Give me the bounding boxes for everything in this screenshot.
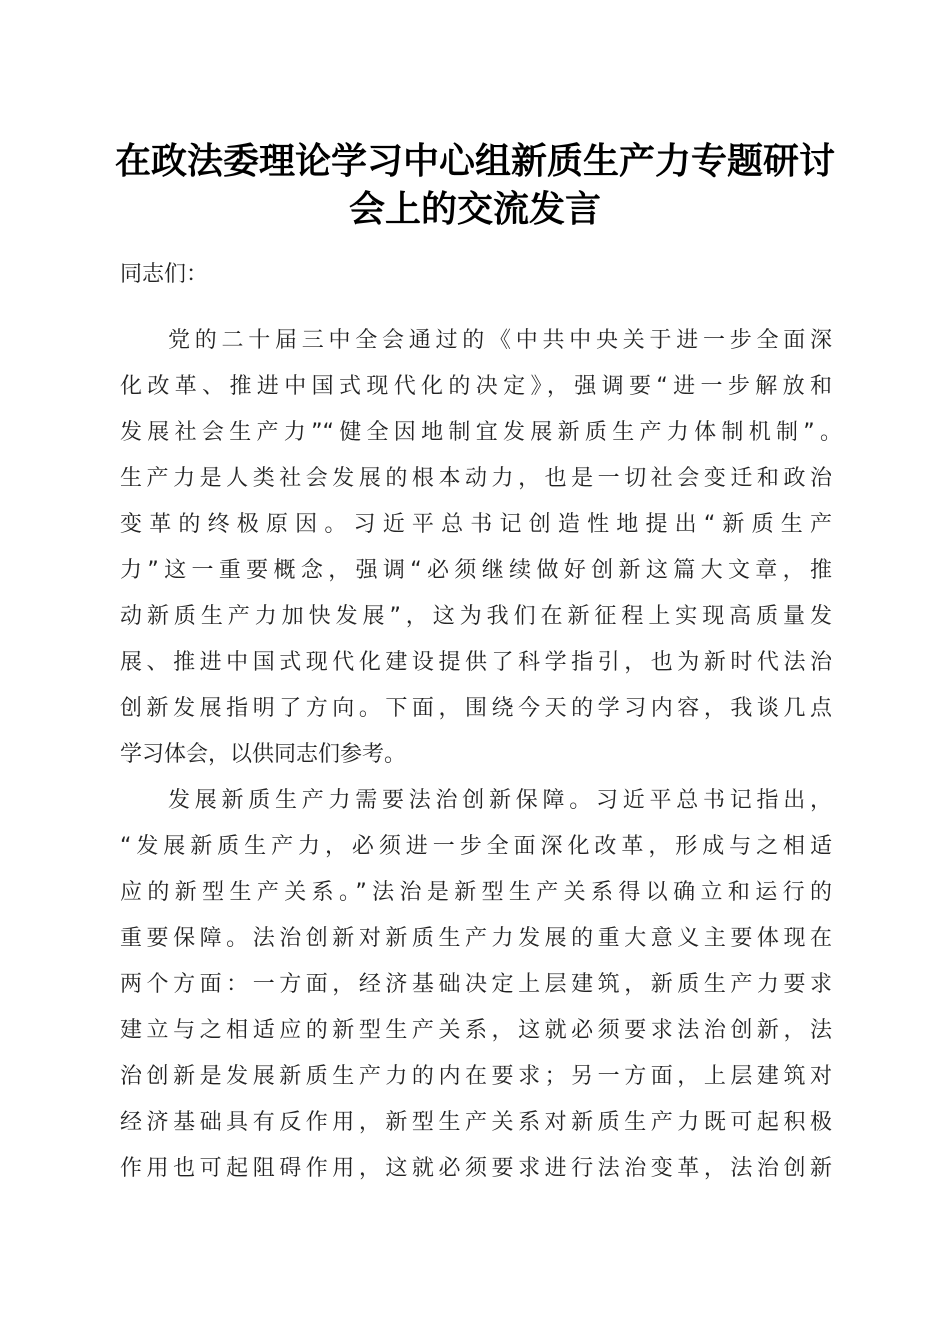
paragraph-2-line: 治创新是发展新质生产力的内在要求；另一方面，上层建筑对 <box>120 1064 832 1089</box>
paragraph-2-line: 发展新质生产力需要法治创新保障。习近平总书记指出， <box>168 788 832 813</box>
paragraph-1-line: 党的二十届三中全会通过的《中共中央关于进一步全面深 <box>168 328 832 353</box>
paragraph-1-line: 化改革、推进中国式现代化的决定》，强调要“进一步解放和 <box>120 374 832 399</box>
paragraph-2-line: 经济基础具有反作用，新型生产关系对新质生产力既可起积极 <box>120 1110 832 1135</box>
paragraph-1-line: 力”这一重要概念，强调“必须继续做好创新这篇大文章，推 <box>120 558 832 583</box>
paragraph-1-line: 展、推进中国式现代化建设提供了科学指引，也为新时代法治 <box>120 650 832 675</box>
paragraph-2-line: 两个方面：一方面，经济基础决定上层建筑，新质生产力要求 <box>120 972 832 997</box>
paragraph-1-line: 变革的终极原因。习近平总书记创造性地提出“新质生产 <box>120 512 832 537</box>
paragraph-2-line: 重要保障。法治创新对新质生产力发展的重大意义主要体现在 <box>120 926 832 951</box>
document-title-line-1: 在政法委理论学习中心组新质生产力专题研讨 <box>114 140 835 182</box>
paragraph-1-line: 生产力是人类社会发展的根本动力，也是一切社会变迁和政治 <box>120 466 832 491</box>
paragraph-2-line: 建立与之相适应的新型生产关系，这就必须要求法治创新，法 <box>120 1018 832 1043</box>
paragraph-2-line: 应的新型生产关系。”法治是新型生产关系得以确立和运行的 <box>120 880 832 905</box>
paragraph-1-line: 动新质生产力加快发展”，这为我们在新征程上实现高质量发 <box>120 604 832 629</box>
paragraph-1-line: 学习体会，以供同志们参考。 <box>120 742 407 767</box>
salutation: 同志们： <box>120 262 209 287</box>
paragraph-2-line: “发展新质生产力，必须进一步全面深化改革，形成与之相适 <box>120 834 832 859</box>
document-title-line-2: 会上的交流发言 <box>348 188 601 230</box>
paragraph-2-line: 作用也可起阻碍作用，这就必须要求进行法治变革，法治创新 <box>120 1156 832 1181</box>
paragraph-1-line: 创新发展指明了方向。下面，围绕今天的学习内容，我谈几点 <box>120 696 832 721</box>
paragraph-1-line: 发展社会生产力”“健全因地制宜发展新质生产力体制机制”。 <box>120 420 842 445</box>
